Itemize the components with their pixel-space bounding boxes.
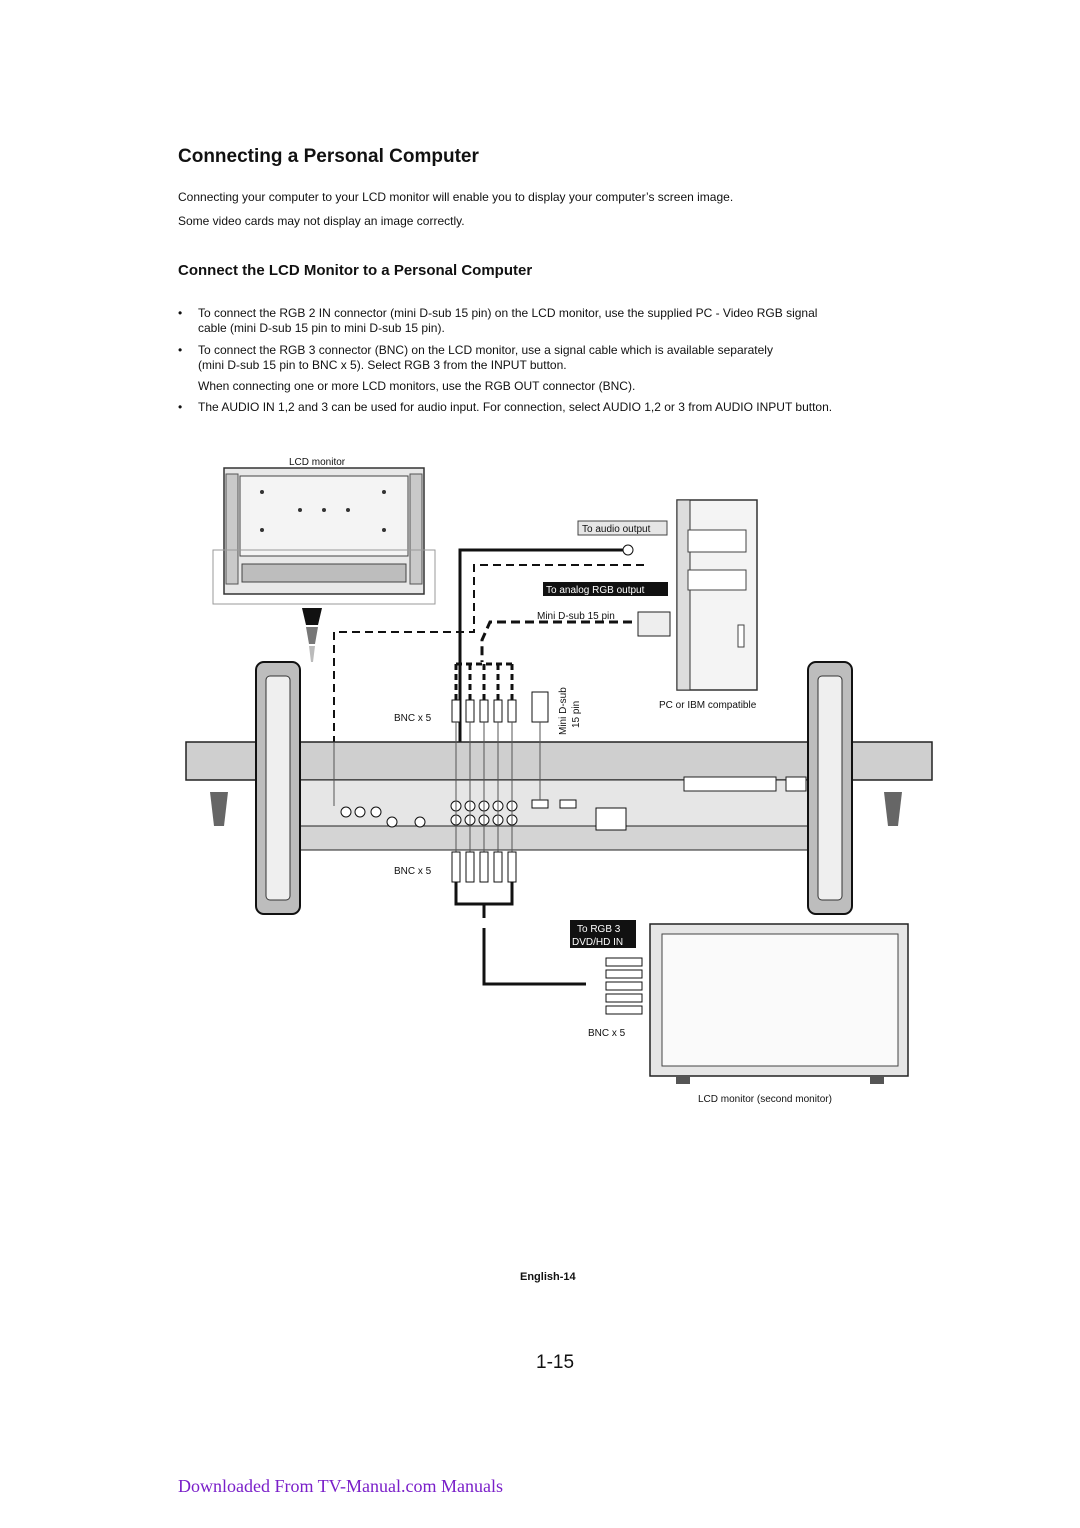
bullet-item-audio bbox=[178, 400, 918, 415]
section-subheading: Connect the LCD Monitor to a Personal Computer bbox=[178, 262, 533, 279]
dvd-hd-in-label: DVD/HD IN bbox=[572, 937, 624, 948]
bullet-line: The AUDIO IN 1,2 and 3 can be used for audio input. For connection, select AUDIO 1,2 or 3 from AUDIO INPUT button. bbox=[198, 400, 833, 414]
bnc-x5-label-mid: BNC x 5 bbox=[394, 866, 432, 877]
to-rgb3-label: To RGB 3 bbox=[577, 924, 621, 935]
bullet-line: To connect the RGB 3 connector (BNC) on the LCD monitor, use a signal cable which is available separately bbox=[198, 343, 773, 357]
bullet-marker: • bbox=[178, 343, 183, 357]
bullet-item-rgb3 bbox=[178, 343, 918, 373]
page-number: 1-15 bbox=[536, 1352, 575, 1373]
second-monitor-illustration bbox=[606, 924, 908, 1084]
second-monitor-label: LCD monitor (second monitor) bbox=[698, 1094, 832, 1105]
pc-compatible-label: PC or IBM compatible bbox=[659, 700, 757, 711]
lcd-monitor-label: LCD monitor bbox=[289, 457, 346, 468]
intro-line-2: Some video cards may not display an image correctly. bbox=[178, 214, 465, 228]
intro-line-1: Connecting your computer to your LCD monitor will enable you to display your computer’s screen image. bbox=[178, 190, 734, 204]
bullet-line: (mini D-sub 15 pin to BNC x 5). Select RGB 3 from the INPUT button. bbox=[198, 358, 567, 372]
zoom-wedge-graphic bbox=[302, 608, 322, 662]
rgb-out-note: When connecting one or more LCD monitors, use the RGB OUT connector (BNC). bbox=[198, 379, 636, 393]
page-heading: Connecting a Personal Computer bbox=[178, 146, 479, 167]
bnc-x5-label-top: BNC x 5 bbox=[394, 713, 432, 724]
pc-tower-illustration bbox=[677, 500, 757, 690]
15pin-vertical-label: 15 pin bbox=[571, 700, 582, 728]
download-source-link[interactable]: Downloaded From TV-Manual.com Manuals bbox=[178, 1476, 503, 1496]
dsub-connector-lcd bbox=[532, 692, 548, 722]
bnc-connectors-top bbox=[452, 664, 516, 722]
bullet-marker: • bbox=[178, 306, 183, 320]
mini-dsub-vertical-label: Mini D-sub bbox=[558, 687, 569, 735]
bnc-x5-label-bottom: BNC x 5 bbox=[588, 1028, 626, 1039]
mini-dsub-label: Mini D-sub 15 pin bbox=[537, 611, 615, 622]
bnc-connectors-bottom bbox=[452, 852, 516, 918]
lcd-monitor-rear-illustration bbox=[213, 468, 435, 604]
rgb-signal-cable bbox=[482, 622, 632, 662]
dsub-plug-icon bbox=[638, 612, 670, 636]
bullet-line: To connect the RGB 2 IN connector (mini D-sub 15 pin) on the LCD monitor, use the supplied PC - Video RGB signal bbox=[198, 306, 818, 320]
bullet-line: cable (mini D-sub 15 pin to mini D-sub 15 pin). bbox=[198, 321, 445, 335]
audio-output-label: To audio output bbox=[582, 524, 651, 535]
bullet-item-rgb2 bbox=[178, 306, 918, 336]
analog-rgb-output-label: To analog RGB output bbox=[546, 585, 645, 596]
audio-plug-icon bbox=[623, 545, 633, 555]
connection-diagram bbox=[0, 440, 1080, 1120]
footer-page-label: English-14 bbox=[520, 1271, 576, 1283]
bullet-marker: • bbox=[178, 400, 183, 414]
